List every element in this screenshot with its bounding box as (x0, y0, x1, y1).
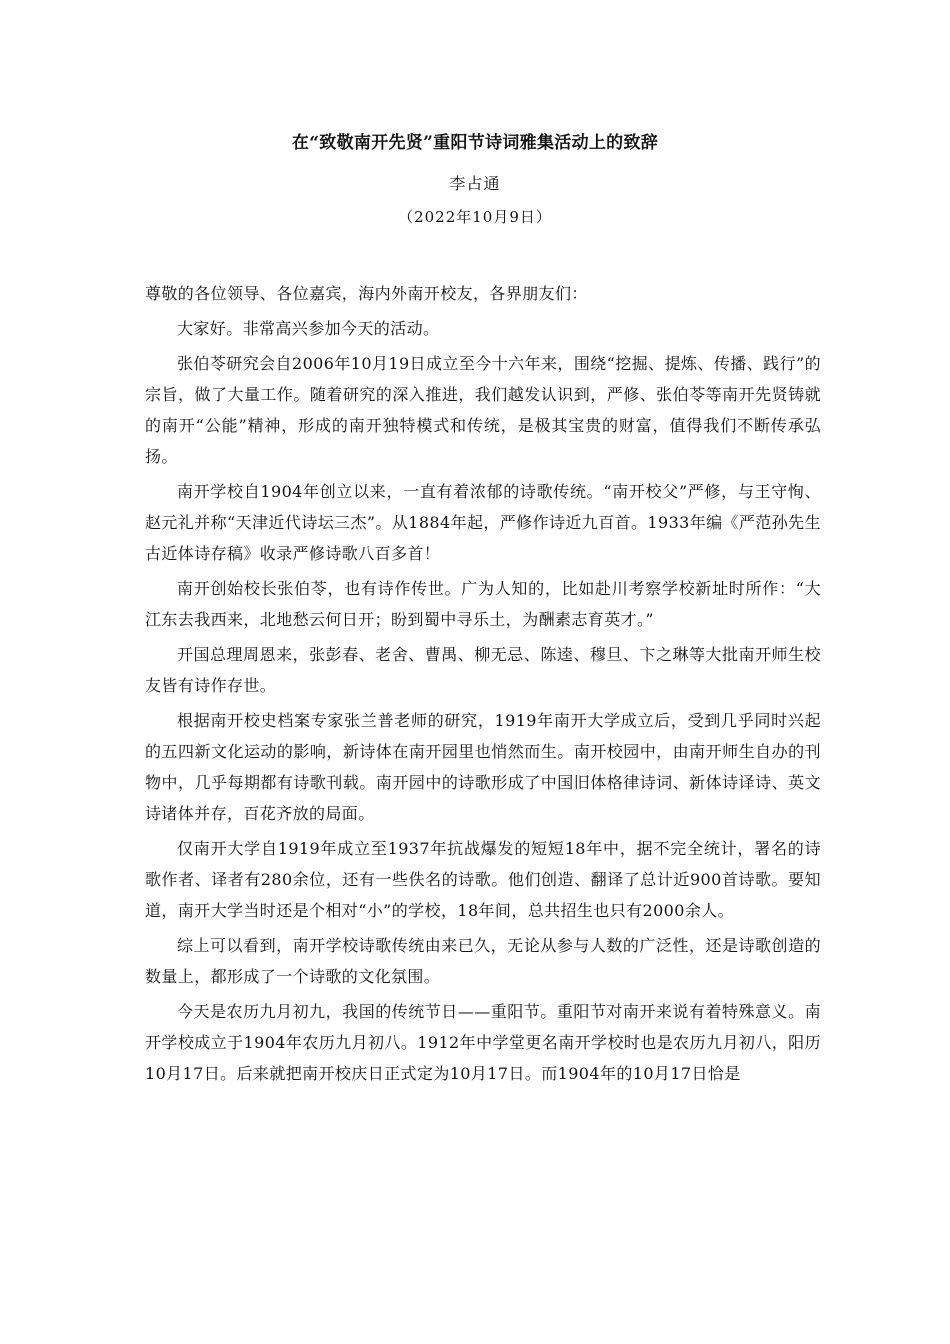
document-body (145, 278, 821, 1093)
paragraph: 综上可以看到，南开学校诗歌传统由来已久，无论从参与人数的广泛性，还是诗歌创造的数量上，都形成了一个诗歌的文化氛围。 (145, 936, 821, 986)
paragraph: 根据南开校史档案专家张兰普老师的研究，1919年南开大学成立后，受到几乎同时兴起的五四新文化运动的影响，新诗体在南开园里也悄然而生。南开校园中，由南开师生自办的刊物中，几乎每期都有诗歌刊载。南开园中的诗歌形成了中国旧体格律诗词、新体诗译诗、英文诗诸体并存，百花齐放的局面。 (145, 711, 821, 823)
salutation: 尊敬的各位领导、各位嘉宾，海内外南开校友，各界朋友们： (145, 284, 588, 303)
document-date: （2022年10月9日） (398, 208, 552, 226)
paragraph: 大家好。非常高兴参加今天的活动。 (177, 319, 440, 338)
paragraph: 张伯苓研究会自2006年10月19日成立至今十六年来，围绕“挖掘、提炼、传播、践行”的宗旨，做了大量工作。随着研究的深入推进，我们越发认识到，严修、张伯苓等南开先贤铸就的南开“公能”精神，形成的南开独特模式和传统，是极其宝贵的财富，值得我们不断传承弘扬。 (145, 354, 821, 466)
paragraph: 今天是农历九月初九，我国的传统节日——重阳节。重阳节对南开来说有着特殊意义。南开学校成立于1904年农历九月初八。1912年中学堂更名南开学校时也是农历九月初八，阳历10月17日。后来就把南开校庆日正式定为10月17日。而1904年的10月17日恰是 (145, 1002, 821, 1083)
paragraph: 仅南开大学自1919年成立至1937年抗战爆发的短短18年中，据不完全统计，署名的诗歌作者、译者有280余位，还有一些佚名的诗歌。他们创造、翻译了总计近900首诗歌。要知道，南开大学当时还是个相对“小”的学校，18年间，总共招生也只有2000余人。 (145, 839, 821, 920)
document-author: 李占通 (449, 174, 501, 193)
paragraph: 开国总理周恩来，张彭春、老舍、曹禺、柳无忌、陈逵、穆旦、卞之琳等大批南开师生校友皆有诗作存世。 (145, 645, 821, 695)
paragraph: 南开创始校长张伯苓，也有诗作传世。广为人知的，比如赴川考察学校新址时所作：“大江东去我西来，北地愁云何日开；盼到蜀中寻乐土，为酬素志育英才。” (145, 579, 821, 629)
paragraph: 南开学校自1904年创立以来，一直有着浓郁的诗歌传统。“南开校父”严修，与王守恂、赵元礼并称“天津近代诗坛三杰”。从1884年起，严修作诗近九百首。1933年编《严范孙先生古近体诗存稿》收录严修诗歌八百多首！ (145, 482, 821, 563)
document-title: 在“致敬南开先贤”重阳节诗词雅集活动上的致辞 (291, 133, 659, 153)
